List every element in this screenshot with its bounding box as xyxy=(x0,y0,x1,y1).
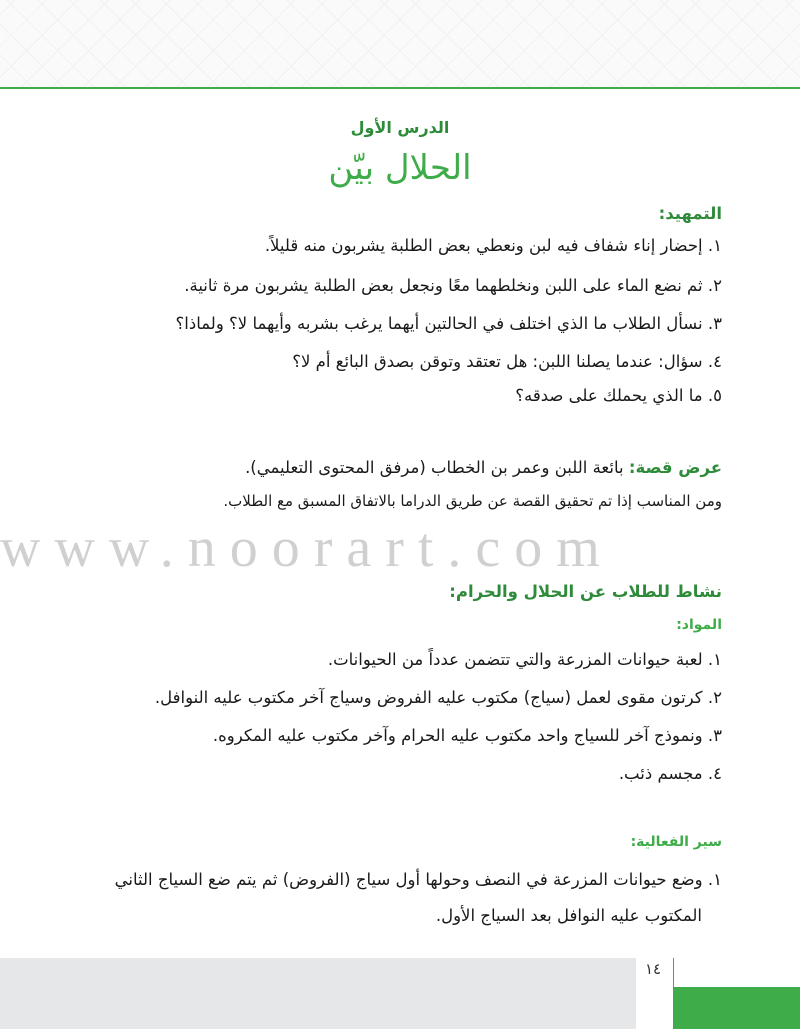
story-label: عرض قصة: xyxy=(628,458,722,477)
intro-item: ١. إحضار إناء شفاف فيه لبن ونعطي بعض الطلبة يشربون منه قليلاً. xyxy=(264,236,722,255)
intro-item: ٥. ما الذي يحملك على صدقه؟ xyxy=(515,386,722,405)
procedure-item: ١. وضع حيوانات المزرعة في النصف وحولها أول سياج (الفروض) ثم يتم ضع السياج الثاني xyxy=(114,870,722,889)
activity-heading: نشاط للطلاب عن الحلال والحرام: xyxy=(449,582,722,601)
material-item: ٣. ونموذج آخر للسياج واحد مكتوب عليه الحرام وآخر مكتوب عليه المكروه. xyxy=(212,726,722,745)
material-item: ٤. مجسم ذئب. xyxy=(618,764,722,783)
intro-item: ٢. ثم نضع الماء على اللبن ونخلطهما معًا ونجعل بعض الطلبة يشربون مرة ثانية. xyxy=(184,276,722,295)
footer-accent-block xyxy=(674,987,800,1029)
material-item: ٢. كرتون مقوى لعمل (سياج) مكتوب عليه الفروض وسياج آخر مكتوب عليه النوافل. xyxy=(154,688,722,707)
lesson-label: الدرس الأول xyxy=(350,118,450,137)
intro-heading: التمهيد: xyxy=(658,204,722,223)
procedure-item-continued: المكتوب عليه النوافل بعد السياج الأول. xyxy=(435,906,702,925)
materials-heading: المواد: xyxy=(676,617,722,633)
material-item: ١. لعبة حيوانات المزرعة والتي تتضمن عدداً من الحيوانات. xyxy=(327,650,722,669)
watermark: www.noorart.com xyxy=(0,517,614,579)
header-divider xyxy=(0,87,800,89)
intro-item: ٣. نسأل الطلاب ما الذي اختلف في الحالتين أيهما يرغب بشربه وأيهما لا؟ ولماذا؟ xyxy=(175,314,722,333)
story-line xyxy=(245,458,722,478)
procedure-heading: سير الفعالية: xyxy=(630,834,722,850)
story-text: بائعة اللبن وعمر بن الخطاب (مرفق المحتوى التعليمي). xyxy=(245,458,629,477)
footer-band xyxy=(0,958,636,1029)
intro-item: ٤. سؤال: عندما يصلنا اللبن: هل تعتقد وتوقن بصدق البائع أم لا؟ xyxy=(292,352,722,371)
lesson-title: الحلال بيّن xyxy=(328,148,472,188)
story-note: ومن المناسب إذا تم تحقيق القصة عن طريق الدراما بالاتفاق المسبق مع الطلاب. xyxy=(223,492,722,510)
page-number: ١٤ xyxy=(645,960,662,978)
decorative-header-pattern xyxy=(0,0,800,87)
